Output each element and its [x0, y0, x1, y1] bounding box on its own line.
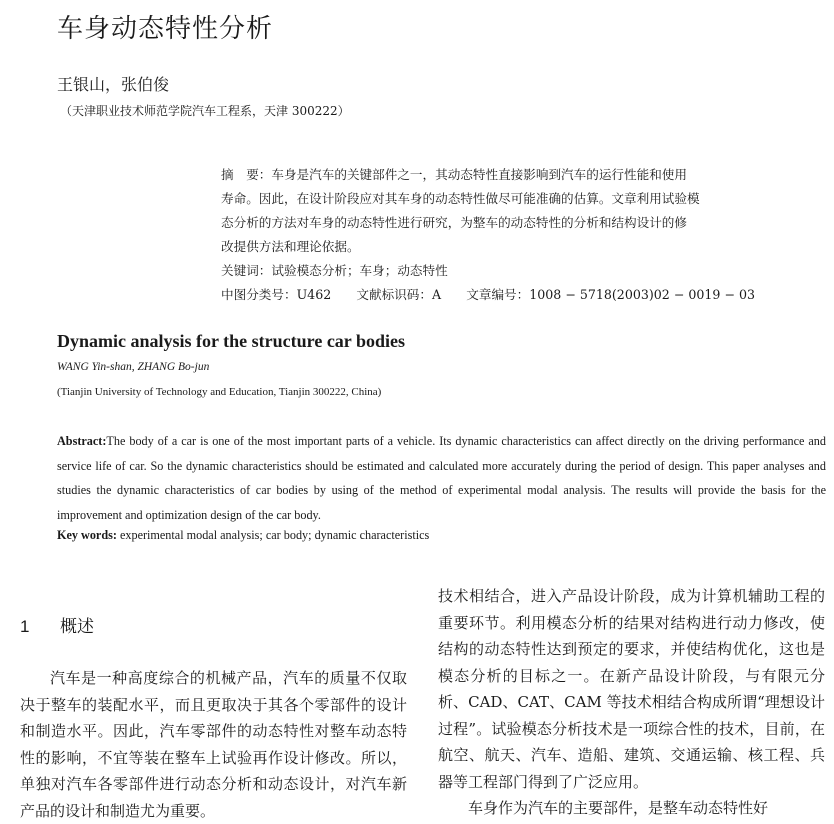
affiliation-en: (Tianjin University of Technology and Education, Tianjin 300222, China)	[57, 386, 382, 398]
affiliation-cn: （天津职业技术师范学院汽车工程系，天津 300222）	[60, 104, 350, 118]
clc-label: 中图分类号：	[221, 287, 297, 302]
article-number-label: 文章编号：	[466, 287, 530, 302]
paper-title-cn: 车身动态特性分析	[57, 14, 274, 44]
abstract-cn-label: 摘 要：	[221, 167, 272, 182]
section-1-heading	[20, 612, 94, 637]
abstract-cn-line-1	[221, 163, 776, 187]
classification-line	[221, 283, 776, 307]
keywords-cn-text: 试验模态分析；车身；动态特性	[271, 263, 448, 278]
keywords-en-label: Key words:	[57, 528, 117, 542]
keywords-cn-label: 关键词：	[221, 263, 272, 278]
doc-code-value: A	[431, 287, 442, 302]
section-title: 概述	[60, 617, 94, 637]
abstract-cn-text-1: 车身是汽车的关键部件之一，其动态特性直接影响到汽车的运行性能和使用	[271, 167, 687, 182]
doc-code-label: 文献标识码：	[356, 287, 432, 302]
keywords-cn	[221, 259, 776, 283]
section-number: 1	[20, 617, 30, 636]
abstract-en	[57, 429, 826, 527]
body-left-column	[20, 665, 407, 824]
left-paragraph: 汽车是一种高度综合的机械产品，汽车的质量不仅取决于整车的装配水平，而且更取决于其各个零部件的设计和制造水平。因此，汽车零部件的动态特性对整车动态特性的影响，不宜等装在整车上试验再作设计修改。所以，单独对汽车各零部件进行动态分析和动态设计，对汽车新产品的设计和制造尤为重要。	[20, 669, 407, 820]
body-right-column	[438, 583, 825, 822]
clc-value: U462	[296, 287, 332, 302]
abstract-cn-line-4: 改提供方法和理论依据。	[221, 239, 360, 254]
abstract-cn-line-3: 态分析的方法对车身的动态特性进行研究，为整车的动态特性的分析和结构设计的修	[221, 215, 687, 230]
keywords-en	[57, 528, 429, 543]
keywords-en-text: experimental modal analysis; car body; dynamic characteristics	[119, 528, 430, 542]
right-paragraph-1: 技术相结合，进入产品设计阶段，成为计算机辅助工程的重要环节。利用模态分析的结果对结构进行动力修改，使结构的动态特性达到预定的要求，并使结构优化，这也是模态分析的目标之一。在新产品设计阶段，与有限元分析、CAD、CAT、CAM 等技术相结合构成所谓“理想设计过程”。试验模态分析技术是一项综合性的技术，目前，在航空、航天、汽车、造船、建筑、交通运输、核工程、兵器等工程部门得到了广泛应用。	[438, 587, 825, 791]
paper-title-en: Dynamic analysis for the structure car bodies	[57, 331, 405, 351]
abstract-en-label: Abstract:	[57, 434, 107, 448]
article-number-value: 1008 − 5718(2003)02 − 0019 − 03	[529, 287, 755, 302]
authors-cn: 王银山，张伯俊	[57, 75, 170, 94]
right-paragraph-2: 车身作为汽车的主要部件，是整车动态特性好	[468, 799, 769, 817]
abstract-cn-line-2: 寿命。因此，在设计阶段应对其车身的动态特性做尽可能准确的估算。文章利用试验模	[221, 191, 700, 206]
abstract-en-text: The body of a car is one of the most important parts of a vehicle. Its dynamic characteristics can affect directly on the driving performance and service life of car. So the dynamic characteristics should be estimated and calculated more accurately during the period of design. This paper analyses and studies the dynamic characteristics of car bodies by using of the method of experimental modal analysis. The results will provide the basis for the improvement and optimization design of the car body.	[57, 434, 826, 522]
abstract-cn-block	[221, 163, 776, 307]
authors-en: WANG Yin-shan, ZHANG Bo-jun	[57, 361, 210, 373]
